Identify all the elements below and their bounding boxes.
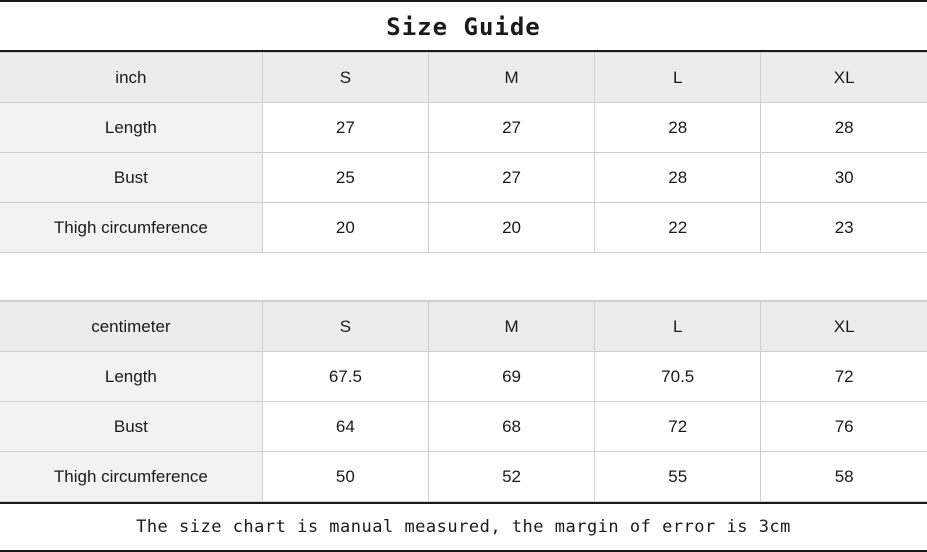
size-header-l: L — [595, 302, 761, 352]
cell-thigh-xl: 23 — [761, 203, 927, 253]
table-header-row — [0, 302, 927, 352]
cell-length-m: 27 — [428, 103, 594, 153]
row-label-length: Length — [0, 103, 262, 153]
cell-length-xl: 72 — [761, 352, 927, 402]
cell-length-m: 69 — [428, 352, 594, 402]
row-label-thigh-circumference: Thigh circumference — [0, 452, 262, 502]
row-label-bust: Bust — [0, 153, 262, 203]
size-header-xl: XL — [761, 302, 927, 352]
table-separator — [0, 253, 927, 301]
size-header-l: L — [595, 53, 761, 103]
unit-header-centimeter: centimeter — [0, 302, 262, 352]
measurement-disclaimer: The size chart is manual measured, the margin of error is 3cm — [0, 502, 927, 550]
table-row — [0, 352, 927, 402]
cell-bust-xl: 76 — [761, 402, 927, 452]
cell-thigh-l: 55 — [595, 452, 761, 502]
unit-header-inch: inch — [0, 53, 262, 103]
cell-thigh-xl: 58 — [761, 452, 927, 502]
cell-thigh-s: 20 — [262, 203, 428, 253]
row-label-thigh-circumference: Thigh circumference — [0, 203, 262, 253]
cell-length-s: 67.5 — [262, 352, 428, 402]
row-label-length: Length — [0, 352, 262, 402]
table-row — [0, 203, 927, 253]
cell-length-l: 28 — [595, 103, 761, 153]
cell-length-l: 70.5 — [595, 352, 761, 402]
size-header-s: S — [262, 53, 428, 103]
table-header-row — [0, 53, 927, 103]
cell-bust-m: 68 — [428, 402, 594, 452]
table-row — [0, 402, 927, 452]
cell-length-s: 27 — [262, 103, 428, 153]
cell-thigh-s: 50 — [262, 452, 428, 502]
cell-thigh-m: 20 — [428, 203, 594, 253]
size-header-s: S — [262, 302, 428, 352]
table-row — [0, 153, 927, 203]
cell-bust-s: 25 — [262, 153, 428, 203]
cell-length-xl: 28 — [761, 103, 927, 153]
cell-thigh-l: 22 — [595, 203, 761, 253]
cell-bust-l: 28 — [595, 153, 761, 203]
cell-thigh-m: 52 — [428, 452, 594, 502]
size-header-xl: XL — [761, 53, 927, 103]
row-label-bust: Bust — [0, 402, 262, 452]
table-row — [0, 452, 927, 502]
page-title: Size Guide — [0, 2, 927, 52]
cell-bust-s: 64 — [262, 402, 428, 452]
table-row — [0, 103, 927, 153]
cell-bust-l: 72 — [595, 402, 761, 452]
size-header-m: M — [428, 53, 594, 103]
size-header-m: M — [428, 302, 594, 352]
cell-bust-m: 27 — [428, 153, 594, 203]
cell-bust-xl: 30 — [761, 153, 927, 203]
inch-size-table — [0, 52, 927, 253]
centimeter-size-table — [0, 301, 927, 502]
